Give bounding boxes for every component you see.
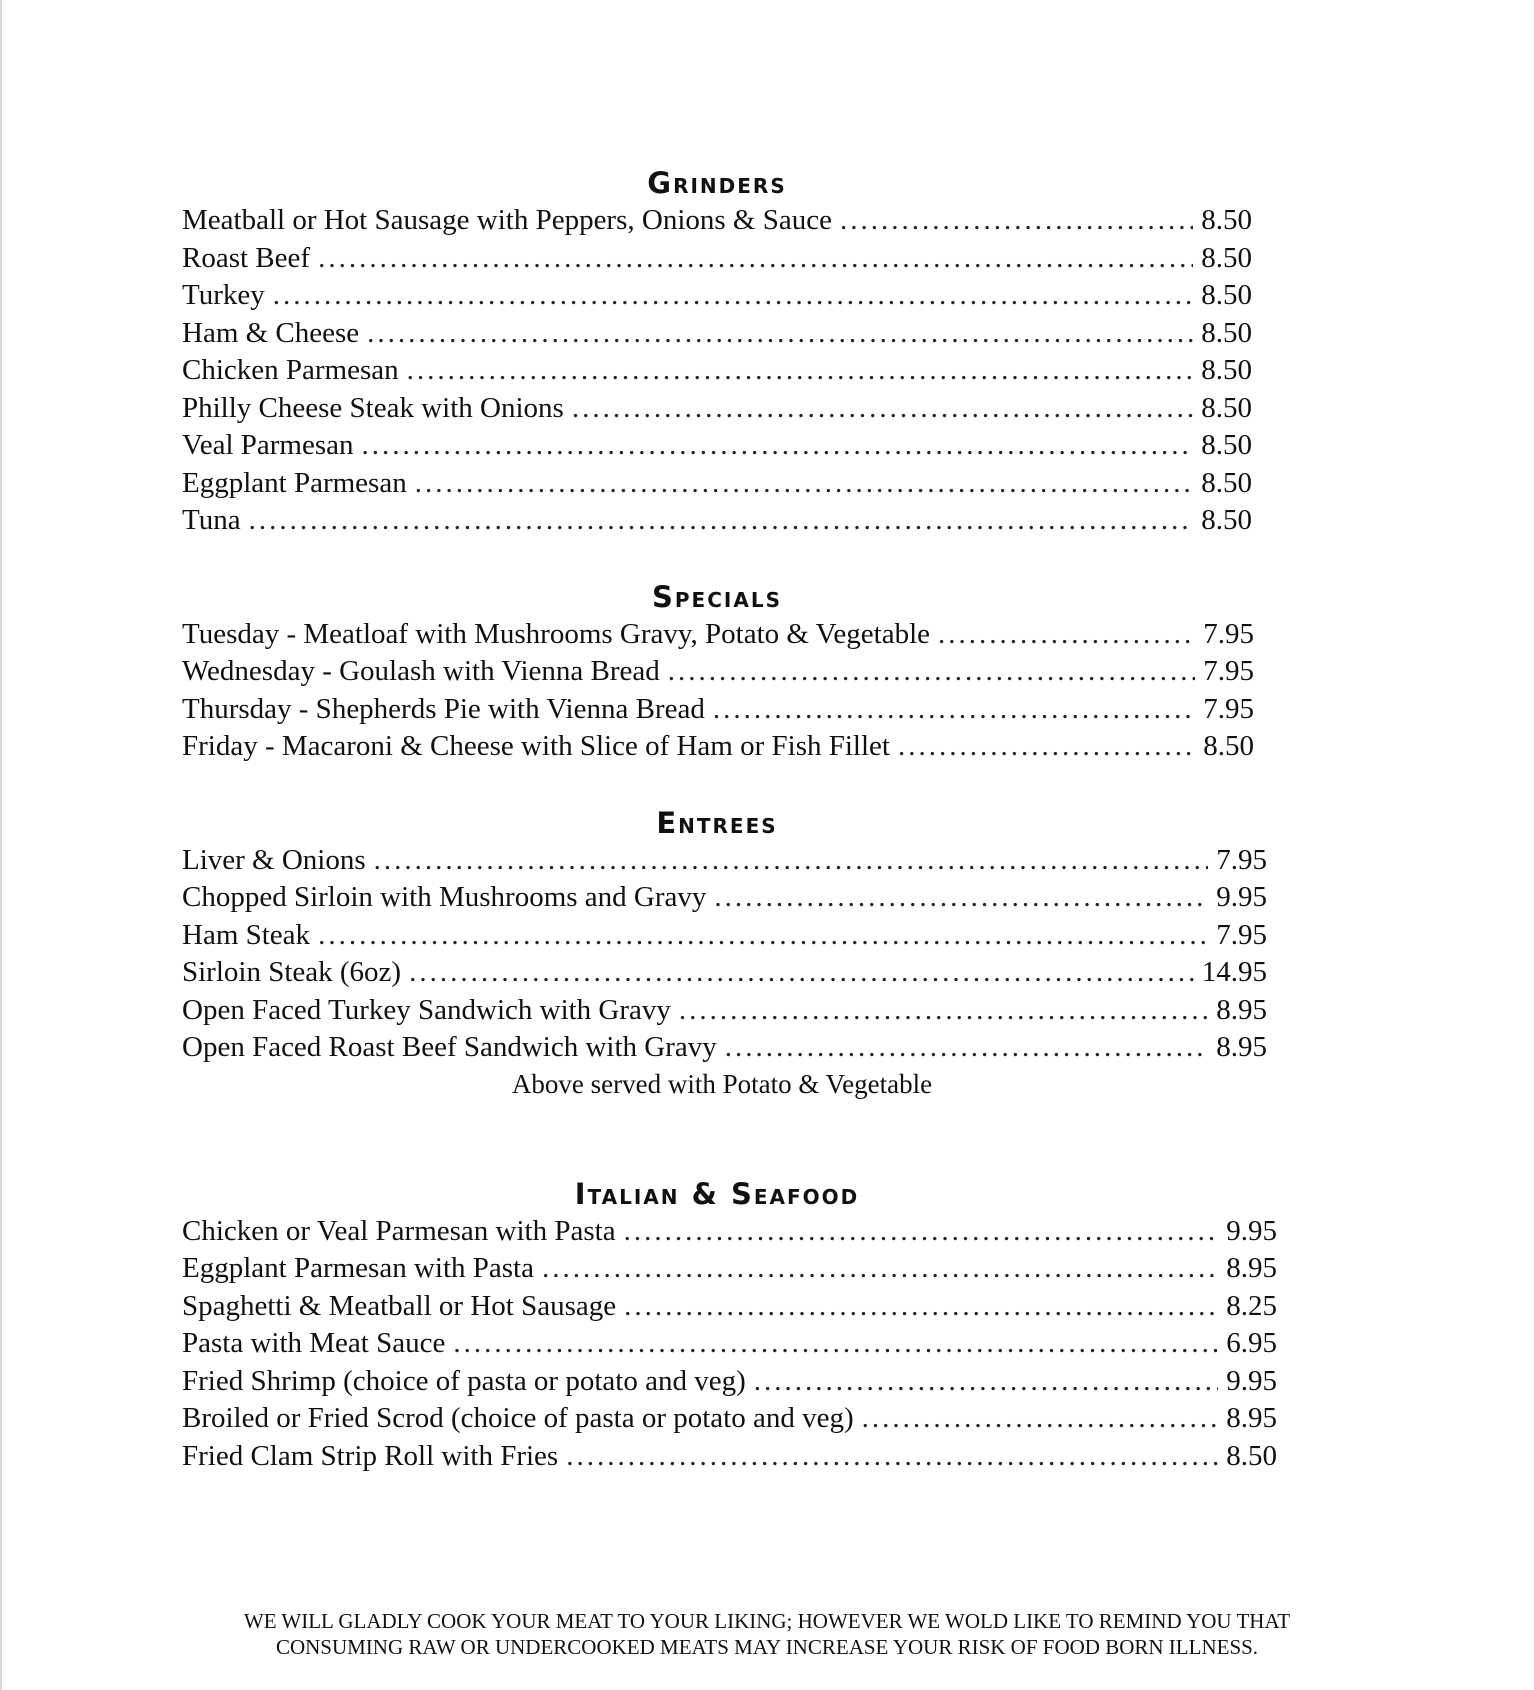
- dot-leader: [362, 427, 1194, 465]
- item-price: 7.95: [1203, 617, 1254, 650]
- dot-leader: [754, 1363, 1219, 1401]
- item-price: 8.50: [1201, 354, 1252, 386]
- menu-item: [182, 992, 1267, 1030]
- item-name: Tuesday - Meatloaf with Mushrooms Gravy, Potato & Vegetable: [182, 617, 930, 650]
- dot-leader: [624, 1288, 1218, 1326]
- item-name: Philly Cheese Steak with Onions: [182, 391, 564, 424]
- section-grinders: [182, 164, 1252, 540]
- page-left-edge: [0, 0, 2, 1690]
- item-price: 8.50: [1201, 504, 1252, 536]
- menu-item: [182, 1029, 1267, 1067]
- disclaimer-line: WE WILL GLADLY COOK YOUR MEAT TO YOUR LIKING; HOWEVER WE WOLD LIKE TO REMIND YOU THAT: [243, 1609, 1291, 1633]
- item-price: 8.95: [1226, 1402, 1277, 1434]
- menu-item: [182, 1288, 1277, 1326]
- dot-leader: [374, 842, 1209, 880]
- item-name: Ham & Cheese: [182, 316, 360, 349]
- item-name: Fried Shrimp (choice of pasta or potato and veg): [182, 1364, 746, 1397]
- item-price: 9.95: [1226, 1214, 1277, 1247]
- item-price: 8.25: [1226, 1289, 1277, 1322]
- item-price: 6.95: [1226, 1327, 1277, 1359]
- dot-leader: [668, 653, 1195, 691]
- item-price: 9.95: [1216, 881, 1267, 913]
- item-price: 7.95: [1216, 843, 1267, 876]
- menu-item: [182, 390, 1252, 428]
- item-name: Thursday - Shepherds Pie with Vienna Bread: [182, 692, 705, 725]
- menu-item: [182, 616, 1254, 654]
- item-price: 8.50: [1201, 391, 1252, 424]
- item-name: Sirloin Steak (6oz): [182, 956, 402, 988]
- dot-leader: [566, 1438, 1218, 1476]
- menu-item: [182, 465, 1252, 503]
- menu-item: [182, 315, 1252, 353]
- item-price: 14.95: [1201, 956, 1267, 988]
- item-price: 8.50: [1201, 466, 1252, 499]
- menu-item: [182, 879, 1267, 917]
- item-price: 8.50: [1201, 279, 1252, 311]
- dot-leader: [542, 1250, 1218, 1288]
- food-safety-disclaimer: [182, 1608, 1352, 1660]
- item-price: 7.95: [1203, 692, 1254, 725]
- item-name: Ham Steak: [182, 918, 311, 951]
- item-name: Spaghetti & Meatball or Hot Sausage: [182, 1289, 617, 1322]
- dot-leader: [938, 616, 1195, 654]
- menu-item: [182, 1213, 1277, 1251]
- item-name: Wednesday - Goulash with Vienna Bread: [182, 655, 660, 687]
- dot-leader: [273, 277, 1194, 315]
- item-price: 8.50: [1201, 429, 1252, 461]
- dot-leader: [409, 954, 1194, 992]
- item-name: Chopped Sirloin with Mushrooms and Gravy: [182, 881, 707, 913]
- item-name: Fried Clam Strip Roll with Fries: [182, 1439, 559, 1472]
- dot-leader: [713, 691, 1195, 729]
- menu-item: [182, 954, 1267, 992]
- item-price: 8.95: [1226, 1252, 1277, 1284]
- dot-leader: [624, 1213, 1219, 1251]
- dot-leader: [415, 465, 1194, 503]
- menu-item: [182, 842, 1267, 880]
- item-name: Pasta with Meat Sauce: [182, 1327, 446, 1359]
- item-name: Turkey: [182, 279, 265, 311]
- section-title: Entrees: [656, 805, 778, 840]
- item-price: 8.50: [1226, 1439, 1277, 1472]
- item-price: 8.95: [1216, 1031, 1267, 1063]
- menu-item: [182, 653, 1254, 691]
- dot-leader: [898, 728, 1195, 766]
- item-name: Broiled or Fried Scrod (choice of pasta or potato and veg): [182, 1402, 854, 1434]
- item-name: Chicken Parmesan: [182, 354, 399, 386]
- menu-item: [182, 1438, 1277, 1476]
- menu-item: [182, 1325, 1277, 1363]
- section-note: Above served with Potato & Vegetable: [511, 1068, 933, 1099]
- menu-item: [182, 917, 1267, 955]
- menu-item: [182, 1400, 1277, 1438]
- disclaimer-line: CONSUMING RAW OR UNDERCOOKED MEATS MAY INCREASE YOUR RISK OF FOOD BORN ILLNESS.: [275, 1635, 1259, 1659]
- dot-leader: [725, 1029, 1208, 1067]
- menu-item: [182, 502, 1252, 540]
- dot-leader: [862, 1400, 1219, 1438]
- item-price: 9.95: [1226, 1364, 1277, 1397]
- item-name: Eggplant Parmesan: [182, 466, 407, 499]
- dot-leader: [367, 315, 1193, 353]
- section-title: Italian & Seafood: [574, 1176, 860, 1211]
- section-title: Specials: [652, 579, 782, 614]
- dot-leader: [407, 352, 1194, 390]
- item-name: Meatball or Hot Sausage with Peppers, Onions & Sauce: [182, 204, 832, 236]
- item-name: Veal Parmesan: [182, 429, 354, 461]
- item-price: 7.95: [1216, 918, 1267, 951]
- dot-leader: [840, 202, 1193, 240]
- dot-leader: [679, 992, 1208, 1030]
- menu-item: [182, 202, 1252, 240]
- item-name: Tuna: [182, 504, 241, 536]
- dot-leader: [572, 390, 1193, 428]
- dot-leader: [318, 917, 1208, 955]
- dot-leader: [453, 1325, 1218, 1363]
- dot-leader: [318, 240, 1193, 278]
- item-name: Open Faced Turkey Sandwich with Gravy: [182, 993, 671, 1026]
- menu-item: [182, 1250, 1277, 1288]
- menu-item: [182, 691, 1254, 729]
- item-name: Eggplant Parmesan with Pasta: [182, 1252, 534, 1284]
- section-title: Grinders: [647, 166, 787, 200]
- menu-item: [182, 728, 1254, 766]
- item-price: 8.50: [1201, 316, 1252, 349]
- section-italian-seafood: [182, 1175, 1277, 1476]
- menu-item: [182, 240, 1252, 278]
- menu-item: [182, 352, 1252, 390]
- item-name: Open Faced Roast Beef Sandwich with Gravy: [182, 1031, 717, 1063]
- section-entrees: [182, 804, 1267, 1101]
- menu-item: [182, 1363, 1277, 1401]
- item-price: 8.50: [1203, 730, 1254, 762]
- item-price: 8.50: [1201, 241, 1252, 274]
- item-price: 8.50: [1201, 204, 1252, 236]
- section-specials: [182, 578, 1254, 766]
- item-name: Friday - Macaroni & Cheese with Slice of Ham or Fish Fillet: [182, 730, 890, 762]
- item-name: Chicken or Veal Parmesan with Pasta: [182, 1214, 616, 1247]
- item-price: 7.95: [1203, 655, 1254, 687]
- dot-leader: [714, 879, 1208, 917]
- menu: [182, 164, 1302, 1475]
- item-name: Liver & Onions: [182, 843, 366, 876]
- menu-item: [182, 427, 1252, 465]
- menu-item: [182, 277, 1252, 315]
- dot-leader: [249, 502, 1194, 540]
- item-name: Roast Beef: [182, 241, 311, 274]
- item-price: 8.95: [1216, 993, 1267, 1026]
